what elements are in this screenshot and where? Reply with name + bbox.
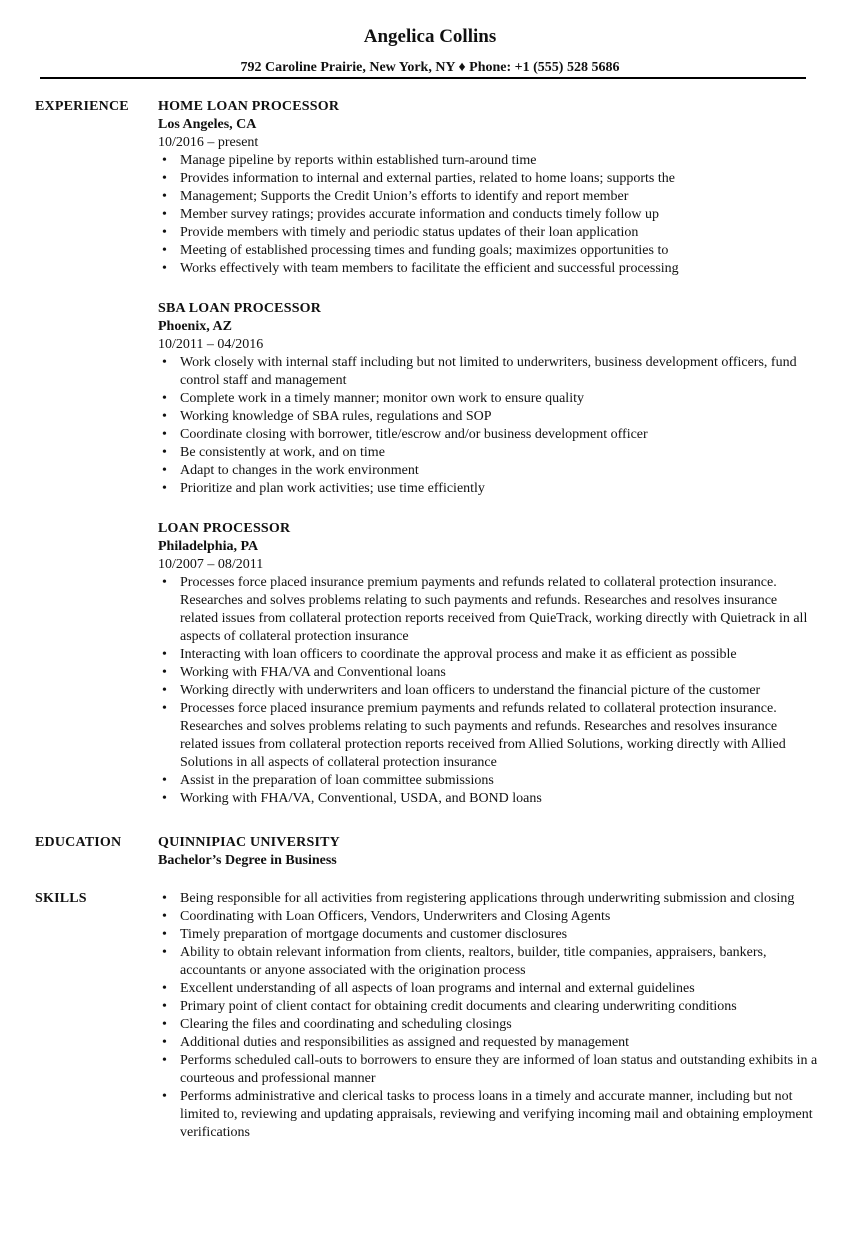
bullet-item: • Complete work in a timely manner; monitor own work to ensure quality <box>158 390 818 408</box>
skill-item: • Performs scheduled call-outs to borrowers to ensure they are informed of loan status and outstanding exhibits in a courteous and professional manner <box>158 1052 818 1088</box>
bullet-item: • Coordinate closing with borrower, title/escrow and/or business development officer <box>158 426 818 444</box>
bullet-item: • Working directly with underwriters and loan officers to understand the financial picture of the customer <box>158 682 818 700</box>
bullet-item: • Works effectively with team members to facilitate the efficient and successful processing <box>158 260 818 278</box>
skill-item: • Being responsible for all activities from registering applications through underwriting submission and closing <box>158 890 818 908</box>
header-divider <box>40 77 806 79</box>
job-title: HOME LOAN PROCESSOR <box>158 99 340 114</box>
experience-heading: EXPERIENCE <box>35 99 129 114</box>
bullet-item: • Work closely with internal staff including but not limited to underwriters, business development officers, fund control staff and management <box>158 354 818 390</box>
bullet-item: • Adapt to changes in the work environment <box>158 462 818 480</box>
job-entry <box>158 98 818 278</box>
job-title: LOAN PROCESSOR <box>158 521 291 536</box>
skill-item: • Clearing the files and coordinating and scheduling closings <box>158 1016 818 1034</box>
bullet-item: • Working knowledge of SBA rules, regulations and SOP <box>158 408 818 426</box>
bullet-item: • Member survey ratings; provides accurate information and conducts timely follow up <box>158 206 818 224</box>
job-location: Phoenix, AZ <box>158 319 232 334</box>
contact-line: 792 Caroline Prairie, New York, NY ♦ Phone: +1 (555) 528 5686 <box>240 60 620 75</box>
bullet-item: • Provides information to internal and external parties, related to home loans; supports the <box>158 170 818 188</box>
degree-name: Bachelor’s Degree in Business <box>158 853 337 868</box>
school-name: QUINNIPIAC UNIVERSITY <box>158 835 340 850</box>
bullet-item: • Processes force placed insurance premium payments and refunds related to collateral protection insurance. Researches and solves problems relating to such payments and refunds. Researches and resolves insurance related issues from collateral protection reports received from Allied Solutions, working directly with Allied Solutions in all aspects of collateral protection insurance <box>158 700 818 772</box>
bullet-item: • Be consistently at work, and on time <box>158 444 818 462</box>
job-entry <box>158 300 818 498</box>
education-heading: EDUCATION <box>35 835 122 850</box>
job-dates: 10/2007 – 08/2011 <box>158 557 264 572</box>
job-entry <box>158 520 818 808</box>
job-bullets <box>158 574 818 808</box>
skill-item: • Performs administrative and clerical tasks to process loans in a timely and accurate manner, including but not limited to, reviewing and updating appraisals, reviewing and verifying incoming mail and obtaining employment verifications <box>158 1088 818 1142</box>
skill-item: • Primary point of client contact for obtaining credit documents and clearing underwriting conditions <box>158 998 818 1016</box>
job-dates: 10/2011 – 04/2016 <box>158 337 264 352</box>
skill-item: • Coordinating with Loan Officers, Vendors, Underwriters and Closing Agents <box>158 908 818 926</box>
bullet-item: • Management; Supports the Credit Union’s efforts to identify and report member <box>158 188 818 206</box>
bullet-item: • Meeting of established processing times and funding goals; maximizes opportunities to <box>158 242 818 260</box>
education-body <box>158 834 818 870</box>
experience-list <box>158 98 818 830</box>
job-location: Los Angeles, CA <box>158 117 257 132</box>
bullet-item: • Processes force placed insurance premium payments and refunds related to collateral protection insurance. Researches and solves problems relating to such payments and refunds. Researches and resolves insurance related issues from collateral protection reports received from QuieTrack, working directly with Quietrack in all aspects of collateral protection insurance <box>158 574 818 646</box>
skill-item: • Ability to obtain relevant information from clients, realtors, builder, title companies, appraisers, bankers, accountants or anyone associated with the origination process <box>158 944 818 980</box>
bullet-item: • Manage pipeline by reports within established turn-around time <box>158 152 818 170</box>
job-bullets <box>158 152 818 278</box>
skill-item: • Excellent understanding of all aspects of loan programs and internal and external guidelines <box>158 980 818 998</box>
bullet-item: • Prioritize and plan work activities; use time efficiently <box>158 480 818 498</box>
bullet-item: • Working with FHA/VA and Conventional loans <box>158 664 818 682</box>
bullet-item: • Interacting with loan officers to coordinate the approval process and make it as efficient as possible <box>158 646 818 664</box>
skills-list <box>158 890 818 1142</box>
bullet-item: • Provide members with timely and periodic status updates of their loan application <box>158 224 818 242</box>
job-dates: 10/2016 – present <box>158 135 259 150</box>
job-location: Philadelphia, PA <box>158 539 259 554</box>
job-title: SBA LOAN PROCESSOR <box>158 301 322 316</box>
skill-item: • Timely preparation of mortgage documents and customer disclosures <box>158 926 818 944</box>
candidate-name: Angelica Collins <box>363 26 497 47</box>
skills-body <box>158 890 818 1142</box>
bullet-item: • Working with FHA/VA, Conventional, USDA, and BOND loans <box>158 790 818 808</box>
bullet-item: • Assist in the preparation of loan committee submissions <box>158 772 818 790</box>
skill-item: • Additional duties and responsibilities as assigned and requested by management <box>158 1034 818 1052</box>
skills-heading: SKILLS <box>35 891 87 906</box>
job-bullets <box>158 354 818 498</box>
